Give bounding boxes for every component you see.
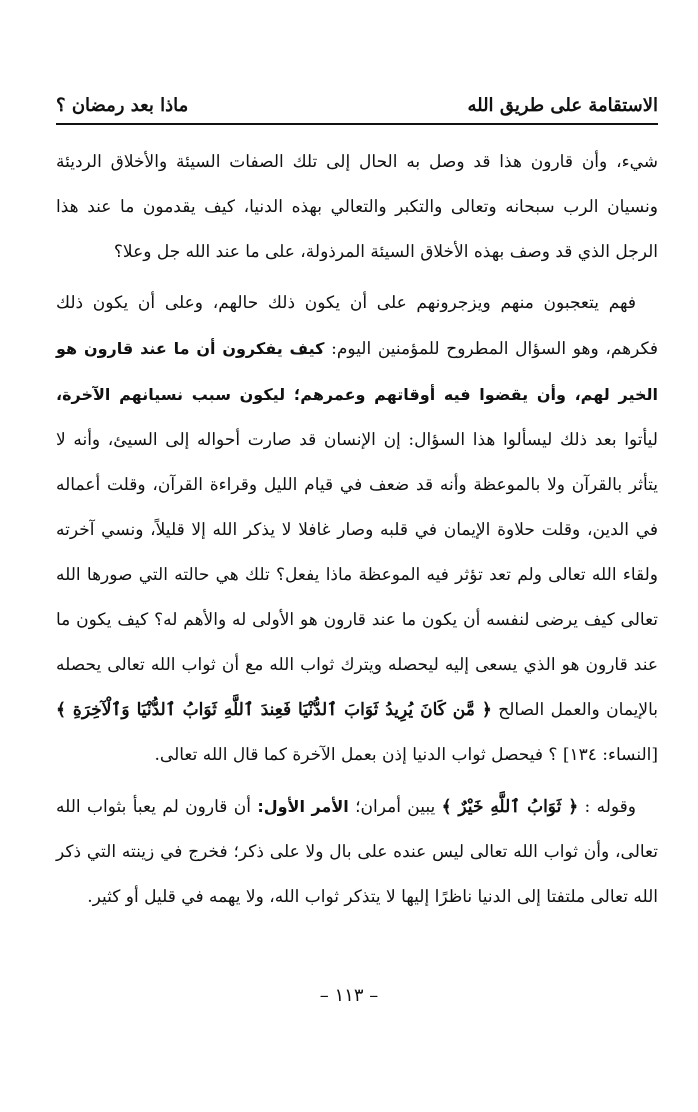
paragraph-1: شيء، وأن قارون هذا قد وصل به الحال إلى تلك الصفات السيئة والأخلاق الرديئة ونسيان الرب سبحانه وتعالى والتكبر والتعالي بهذه الدنيا، كيف يقدمون ما عند هذا الرجل الذي قد وصف بهذه الأخلاق السيئة المرذولة، على ما عند الله جل وعلا؟ [56, 152, 658, 262]
paragraph-2-text-2: ليأتوا بعد ذلك ليسألوا هذا السؤال: إن الإنسان قد صارت أحواله إلى السيئ، وأنه لا يتأثر بالقرآن ولا بالموعظة وأنه قد ضعف في قيام الليل وقراءة القرآن، وقلت أعماله في الدين، وقلت حلاوة الإيمان في قلبه وصار غافلا لا يذكر الله إلا قليلاً، ونسي آخرته ولقاء الله تعالى ولم تعد تؤثر فيه الموعظة ماذا يفعل؟ تلك هي حالته التي صورها الله تعالى كيف يرضى لنفسه أن يكون ما عند قارون هو الأولى له والأهم له؟ كيف يكون ما عند قارون هو الذي يسعى إليه ليحصله ويترك ثواب الله مع أن ثواب الله تعالى يحصله بالإيمان والعمل الصالح [56, 430, 658, 720]
quran-verse-nisa-134: ﴿ مَّن كَانَ يُرِيدُ ثَوَابَ ٱلدُّنْيَا فَعِندَ ٱللَّهِ ثَوَابُ ٱلدُّنْيَا وَٱلْآخِرَةِ ﴾ [56, 700, 492, 720]
quran-verse-thawab: ﴿ ثَوَابُ ٱللَّهِ خَيْرٌ ﴾ [441, 797, 579, 817]
paragraph-2-text-3: [النساء: ١٣٤] ؟ فيحصل ثواب الدنيا إذن بعمل الآخرة كما قال الله تعالى. [154, 745, 658, 765]
header-chapter-title: ماذا بعد رمضان ؟ [56, 94, 189, 116]
paragraph-3-text-2: يبين أمران؛ [348, 797, 442, 817]
paragraph-3-text-1: وقوله : [578, 797, 637, 817]
body-text [56, 140, 658, 920]
header-book-title: الاستقامة على طريق الله [467, 94, 658, 116]
header-divider [56, 123, 658, 125]
paragraph-2-bold-question: كيف يفكرون أن ما عند قارون هو الخير لهم، وأن يقضوا فيه أوقاتهم وعمرهم؛ ليكون سبب نسيانهم الآخرة، [56, 339, 658, 404]
paragraph-3-bold-first-matter: الأمر الأول: [257, 797, 349, 816]
paragraph-3-text-3: أن قارون لم يعبأ بثواب الله تعالى، وأن ثواب الله تعالى ليس عنده على بال ولا على ذكر؛ فخرج في زينته التي ذكر الله تعالى ملتفتا إلى الدنيا ناظرًا إليها لا يتذكر ثواب الله، ولا يهمه في قليل أو كثير. [56, 797, 658, 907]
paragraph-2-text-1: فهم يتعجبون منهم ويزجرونهم على أن يكون ذلك حالهم، وعلى أن يكون ذلك فكرهم، وهو السؤال المطروح للمؤمنين اليوم: [56, 293, 659, 359]
paragraph-3 [56, 784, 658, 920]
page-header [56, 90, 658, 120]
page-number: – ١١٣ – [319, 985, 379, 1006]
paragraph-2 [56, 281, 658, 778]
